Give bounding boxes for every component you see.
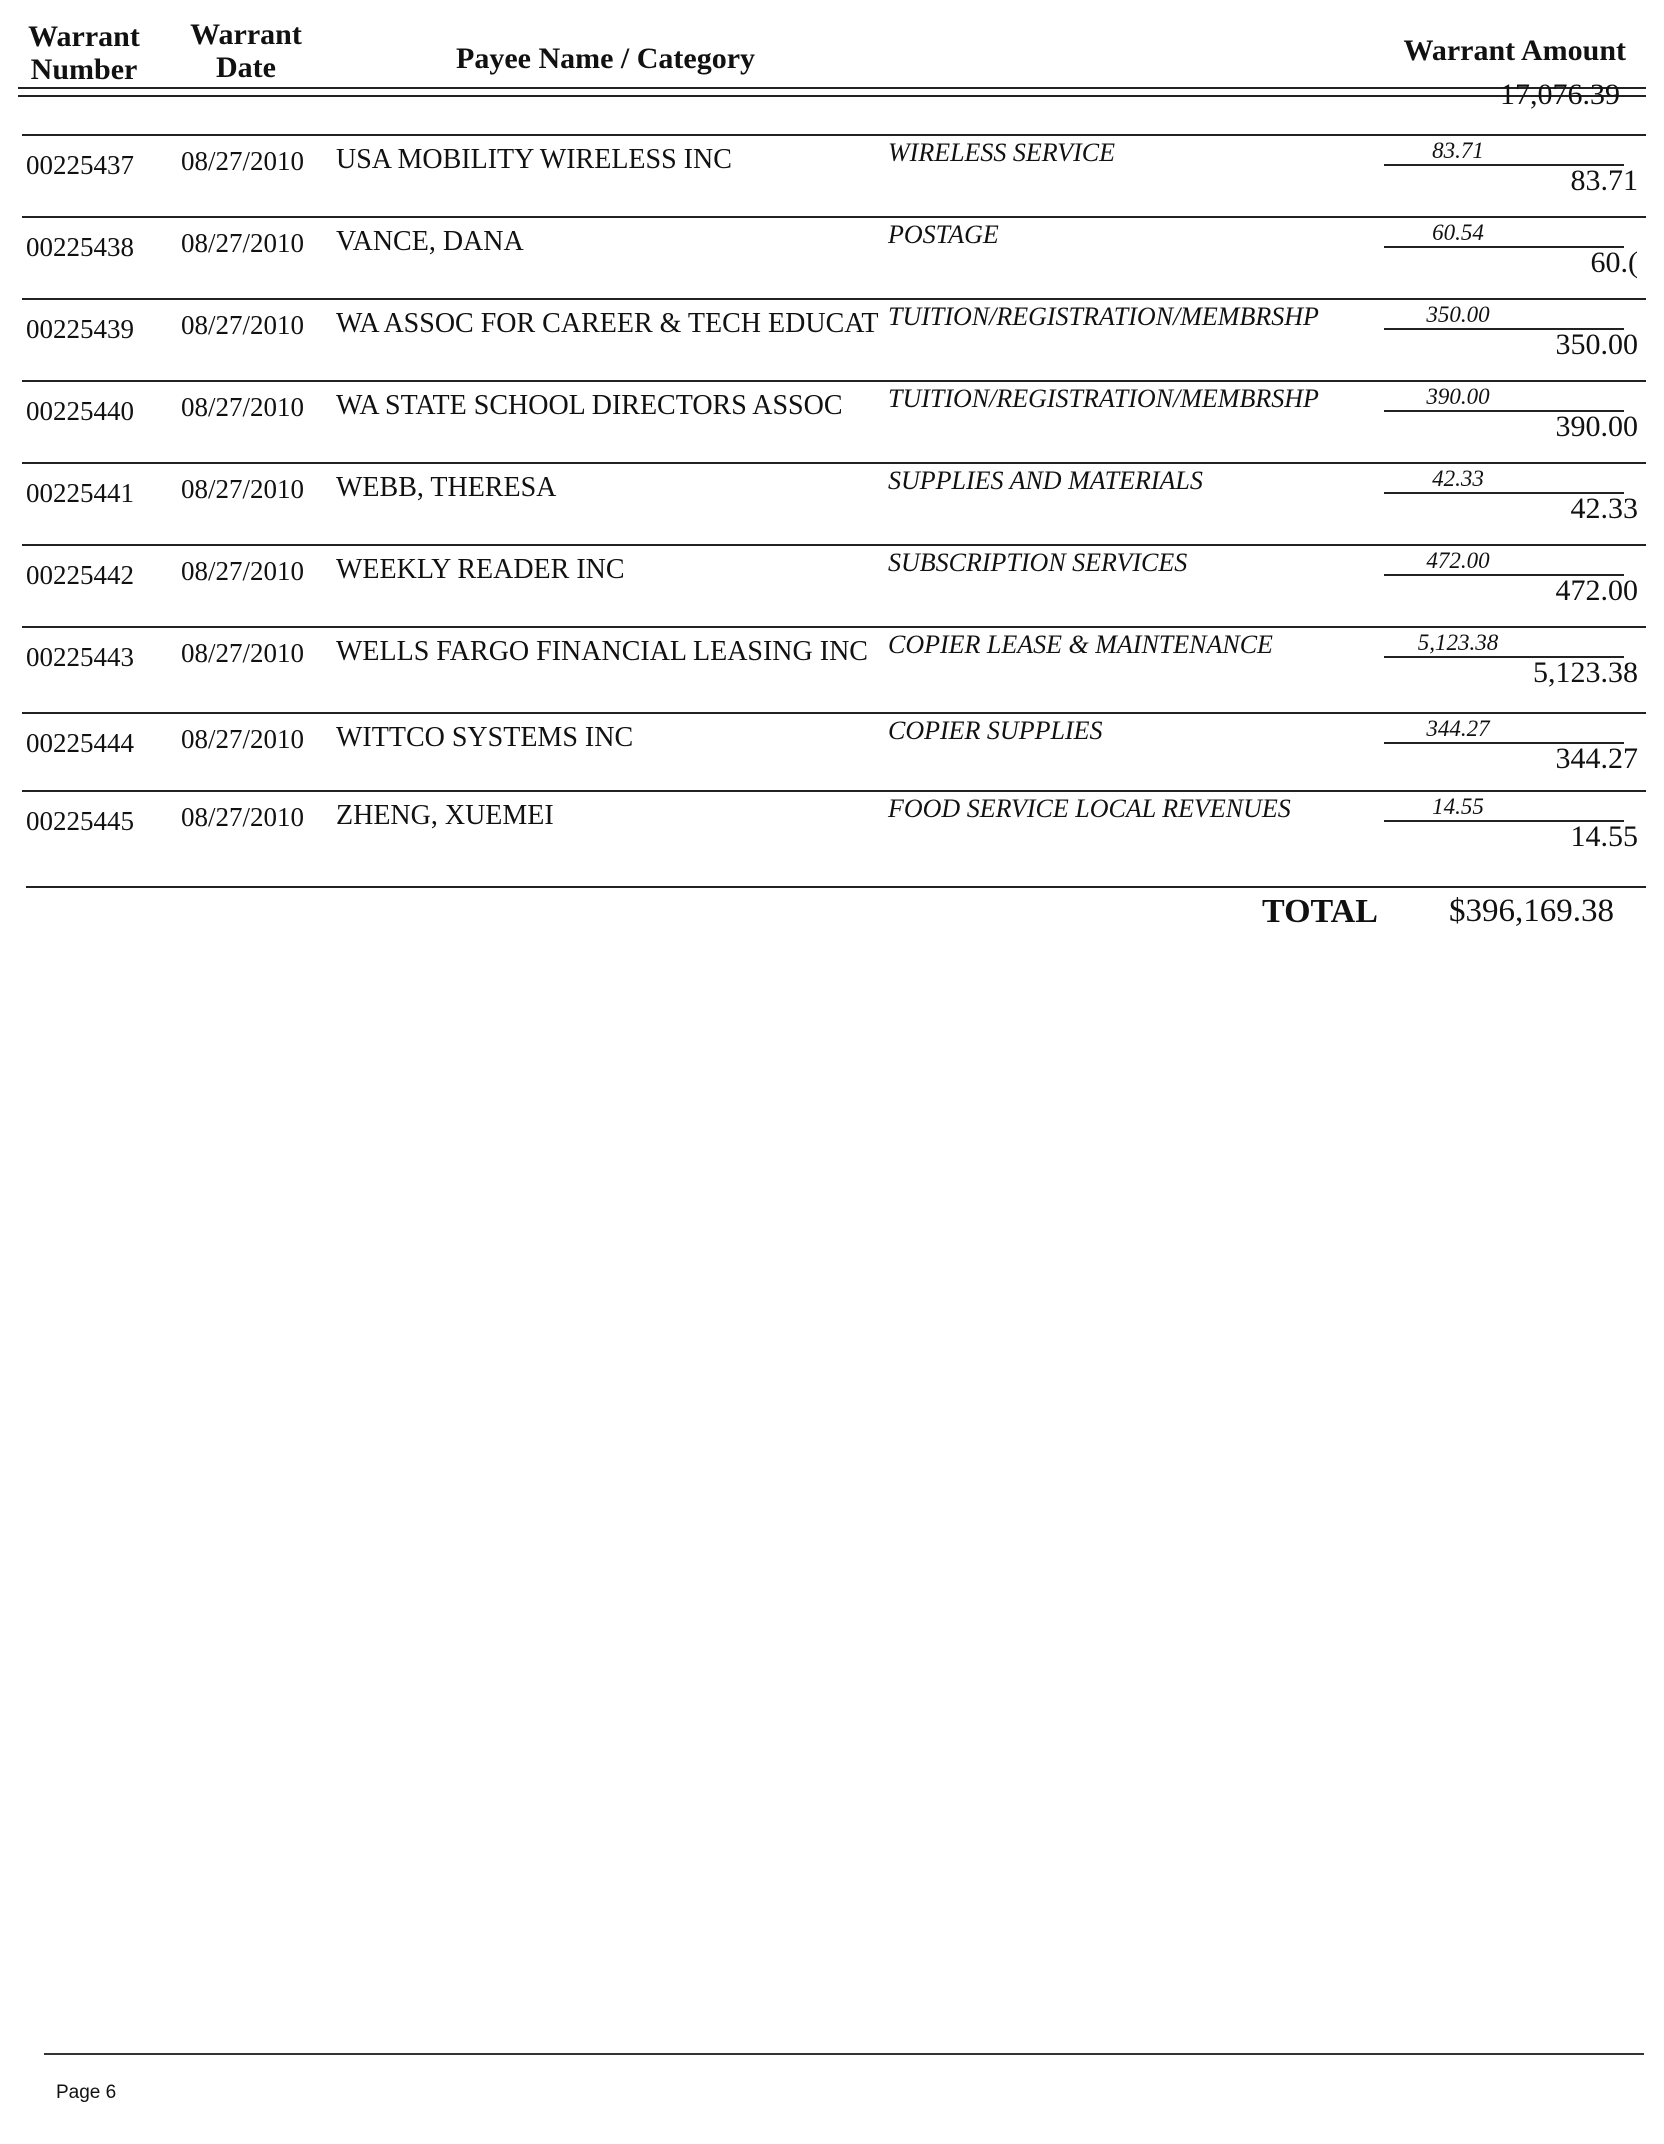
category: POSTAGE (888, 220, 999, 249)
row-divider (22, 790, 1646, 792)
category: FOOD SERVICE LOCAL REVENUES (888, 794, 1291, 823)
warrant-amount: 83.71 (1570, 164, 1638, 197)
row-divider (22, 216, 1646, 218)
warrant-amount: 344.27 (1555, 742, 1638, 775)
category: COPIER LEASE & MAINTENANCE (888, 630, 1273, 659)
row-divider (22, 544, 1646, 546)
payee-name: WA ASSOC FOR CAREER & TECH EDUCAT (336, 308, 879, 339)
row-divider (22, 298, 1646, 300)
warrant-date: 08/27/2010 (181, 724, 305, 754)
row-divider (22, 134, 1646, 136)
total-label: TOTAL (1262, 893, 1378, 930)
row-divider (22, 712, 1646, 714)
row-divider (22, 626, 1646, 628)
warrant-date: 08/27/2010 (181, 228, 305, 258)
warrant-amount: 350.00 (1555, 328, 1638, 361)
warrant-date: 08/27/2010 (181, 802, 305, 832)
warrant-date: 08/27/2010 (181, 146, 305, 176)
warrant-number: 00225437 (26, 150, 134, 180)
warrant-number: 00225438 (26, 232, 134, 262)
page-number: Page 6 (56, 2082, 117, 2103)
header-amount: Warrant Amount (1403, 34, 1626, 67)
table-row (18, 544, 1646, 626)
header-warrant-date-line2: Date (216, 51, 276, 84)
payee-name: VANCE, DANA (336, 226, 524, 257)
warrant-number: 00225443 (26, 642, 134, 672)
header-warrant-date-line1: Warrant (190, 18, 302, 51)
warrant-amount: 5,123.38 (1533, 656, 1638, 689)
warrant-amount: 472.00 (1555, 574, 1638, 607)
row-divider (22, 380, 1646, 382)
table-row (18, 712, 1646, 794)
table-row (18, 216, 1646, 298)
table-row (18, 298, 1646, 380)
payee-name: WITTCO SYSTEMS INC (336, 722, 634, 753)
warrant-number: 00225440 (26, 396, 134, 426)
warrant-number: 00225445 (26, 806, 134, 836)
line-amount: 14.55 (1432, 794, 1484, 819)
header-warrant-number (24, 20, 144, 86)
table-row (18, 626, 1646, 708)
payee-name: USA MOBILITY WIRELESS INC (336, 144, 732, 175)
table-row (18, 462, 1646, 544)
table-row (18, 134, 1646, 216)
table-row (18, 380, 1646, 462)
category: TUITION/REGISTRATION/MEMBRSHP (888, 384, 1319, 413)
carried-forward-amount: 17,076.39 (1500, 78, 1620, 111)
category: SUBSCRIPTION SERVICES (888, 548, 1188, 577)
line-amount: 344.27 (1426, 716, 1490, 741)
row-divider (22, 462, 1646, 464)
warrant-date: 08/27/2010 (181, 392, 305, 422)
category: TUITION/REGISTRATION/MEMBRSHP (888, 302, 1319, 331)
warrant-date: 08/27/2010 (181, 556, 305, 586)
category: SUPPLIES AND MATERIALS (888, 466, 1203, 495)
table-row (18, 790, 1646, 872)
category: COPIER SUPPLIES (888, 716, 1103, 745)
header-warrant-number-line1: Warrant (28, 20, 140, 53)
warrant-amount: 60.( (1590, 246, 1638, 279)
category: WIRELESS SERVICE (888, 138, 1115, 167)
payee-name: WELLS FARGO FINANCIAL LEASING INC (336, 636, 868, 667)
warrant-number: 00225439 (26, 314, 134, 344)
table-end-rule (26, 886, 1646, 888)
footer-rule (44, 2053, 1644, 2055)
line-amount: 42.33 (1432, 466, 1484, 491)
payee-name: ZHENG, XUEMEI (336, 800, 554, 831)
line-amount: 350.00 (1426, 302, 1490, 327)
header-warrant-number-line2: Number (30, 53, 138, 86)
payee-name: WEEKLY READER INC (336, 554, 625, 585)
warrant-amount: 42.33 (1570, 492, 1638, 525)
line-amount: 390.00 (1426, 384, 1490, 409)
payee-name: WEBB, THERESA (336, 472, 557, 503)
payee-name: WA STATE SCHOOL DIRECTORS ASSOC (336, 390, 843, 421)
warrant-amount: 14.55 (1570, 820, 1638, 853)
line-amount: 83.71 (1432, 138, 1484, 163)
warrant-amount: 390.00 (1555, 410, 1638, 443)
total-value: $396,169.38 (1449, 893, 1614, 929)
warrant-number: 00225442 (26, 560, 134, 590)
warrant-number: 00225441 (26, 478, 134, 508)
line-amount: 5,123.38 (1417, 630, 1499, 655)
header-warrant-date (186, 18, 306, 84)
warrant-date: 08/27/2010 (181, 474, 305, 504)
warrant-number: 00225444 (26, 728, 134, 758)
line-amount: 472.00 (1426, 548, 1490, 573)
header-payee: Payee Name / Category (456, 42, 756, 75)
warrant-date: 08/27/2010 (181, 310, 305, 340)
line-amount: 60.54 (1432, 220, 1484, 245)
warrant-date: 08/27/2010 (181, 638, 305, 668)
